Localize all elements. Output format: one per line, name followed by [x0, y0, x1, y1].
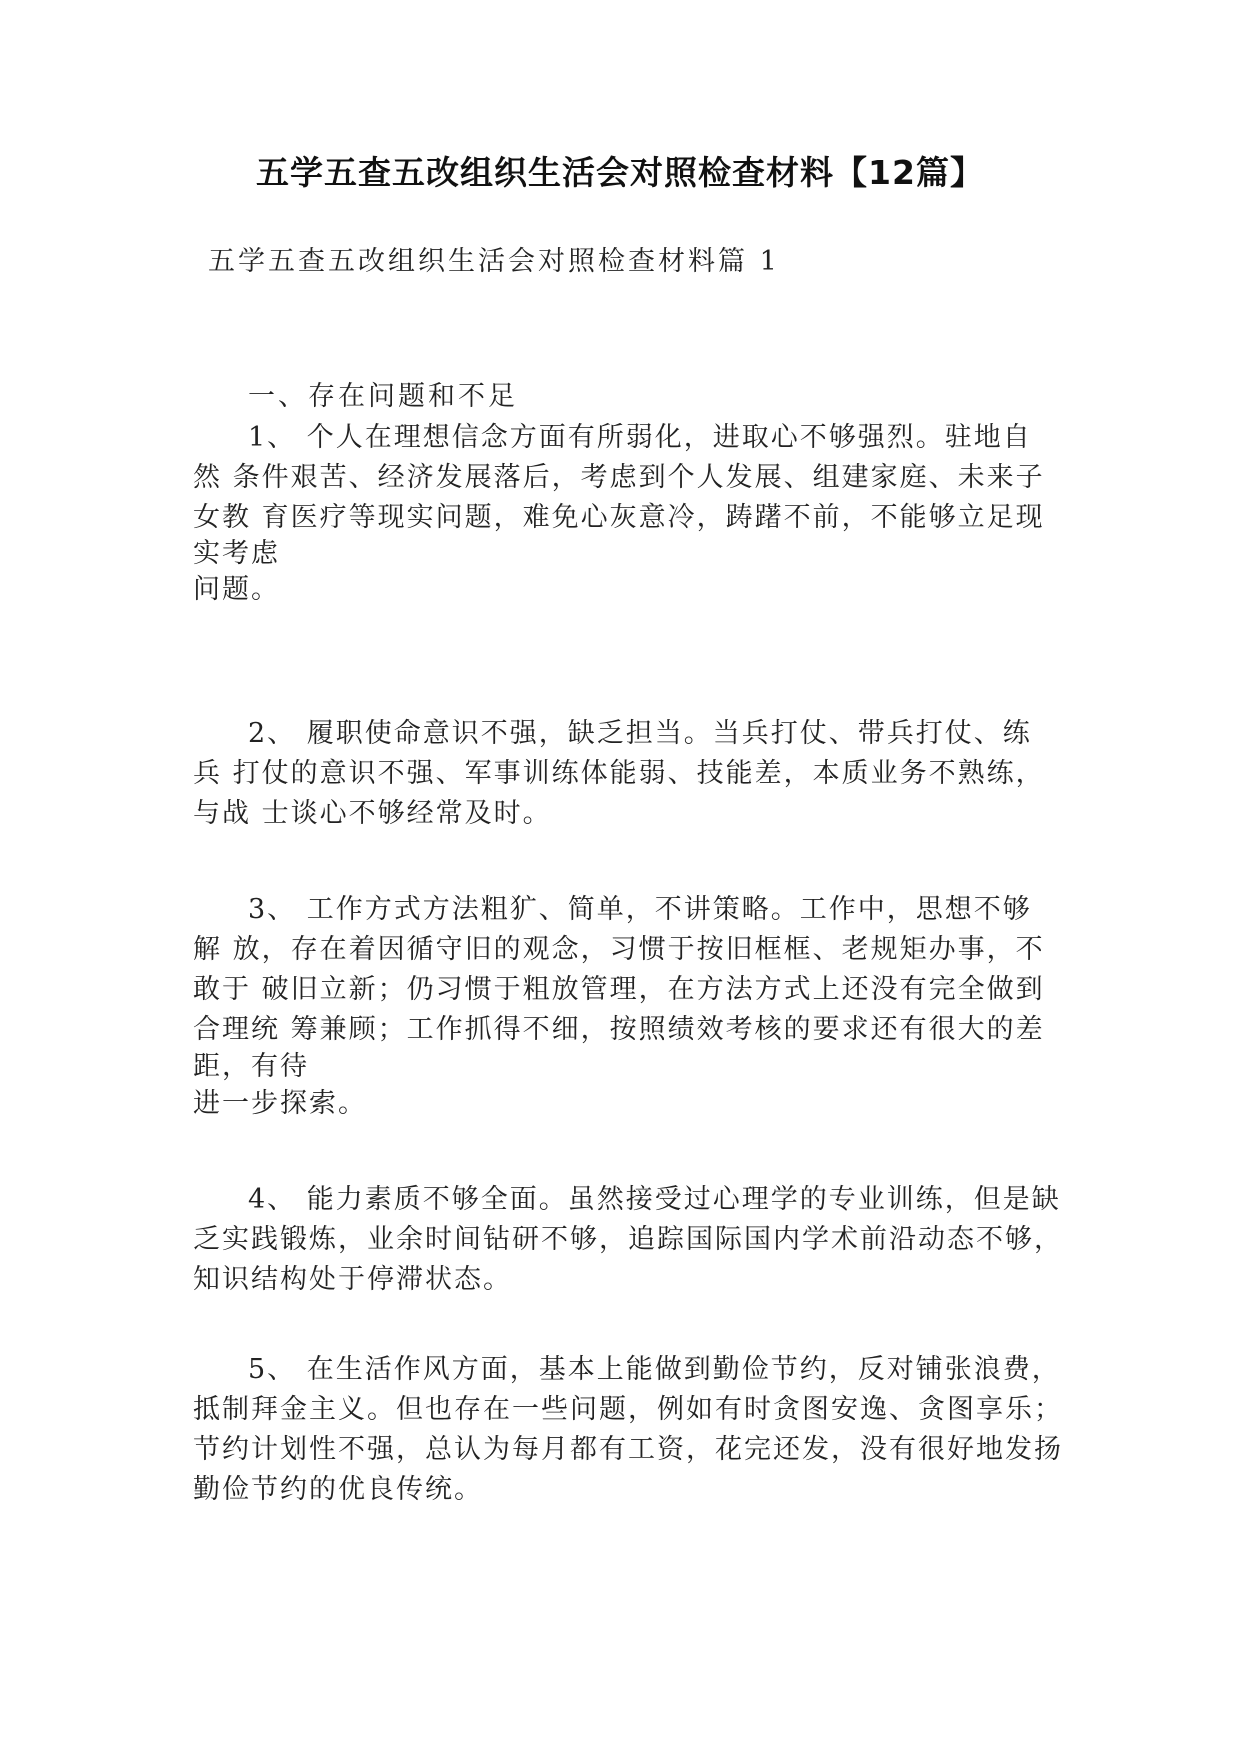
paragraph-5 — [193, 1350, 1063, 1510]
paragraph-line: 进一步探索。 — [193, 1088, 367, 1119]
paragraph-line: 距，有待 — [193, 1051, 309, 1082]
paragraph-line: 勤俭节约的优良传统。 — [193, 1474, 483, 1505]
paragraph-line: 实考虑 — [193, 538, 280, 569]
paragraph-line: 然 条件艰苦、经济发展落后，考虑到个人发展、组建家庭、未来子 — [193, 462, 1045, 493]
paragraph-line: 敢于 破旧立新；仍习惯于粗放管理，在方法方式上还没有完全做到 — [193, 974, 1045, 1005]
paragraph-line: 抵制拜金主义。但也存在一些问题，例如有时贪图安逸、贪图享乐； — [193, 1394, 1063, 1425]
paragraph-line: 2、 履职使命意识不强，缺乏担当。当兵打仗、带兵打仗、练 — [248, 718, 1032, 749]
document-title: 五学五查五改组织生活会对照检查材料【12篇】 — [256, 153, 984, 192]
paragraph-line: 3、 工作方式方法粗犷、简单，不讲策略。工作中，思想不够 — [248, 894, 1032, 925]
paragraph-line: 5、 在生活作风方面，基本上能做到勤俭节约，反对铺张浪费， — [248, 1354, 1061, 1385]
paragraph-2 — [193, 714, 1055, 834]
section-heading: 一、存在问题和不足 — [248, 381, 518, 412]
paragraph-line: 女教 育医疗等现实问题，难免心灰意冷，踌躇不前，不能够立足现 — [193, 502, 1045, 533]
paragraph-line: 兵 打仗的意识不强、军事训练体能弱、技能差，本质业务不熟练， — [193, 758, 1045, 789]
paragraph-4 — [193, 1180, 1063, 1300]
paragraph-3 — [193, 890, 1055, 1124]
paragraph-line: 合理统 筹兼顾；工作抓得不细，按照绩效考核的要求还有很大的差 — [193, 1014, 1045, 1045]
paragraph-1 — [193, 418, 1055, 610]
paragraph-line: 乏实践锻炼，业余时间钻研不够，追踪国际国内学术前沿动态不够， — [193, 1224, 1063, 1255]
document-subtitle: 五学五查五改组织生活会对照检查材料篇 1 — [208, 246, 780, 277]
paragraph-line: 4、 能力素质不够全面。虽然接受过心理学的专业训练，但是缺 — [248, 1184, 1061, 1215]
paragraph-line: 解 放，存在着因循守旧的观念，习惯于按旧框框、老规矩办事，不 — [193, 934, 1045, 965]
paragraph-line: 1、 个人在理想信念方面有所弱化，进取心不够强烈。驻地自 — [248, 422, 1032, 453]
paragraph-line: 知识结构处于停滞状态。 — [193, 1264, 512, 1295]
paragraph-line: 节约计划性不强，总认为每月都有工资，花完还发，没有很好地发扬 — [193, 1434, 1063, 1465]
paragraph-line: 问题。 — [193, 574, 280, 605]
paragraph-line: 与战 士谈心不够经常及时。 — [193, 798, 552, 829]
